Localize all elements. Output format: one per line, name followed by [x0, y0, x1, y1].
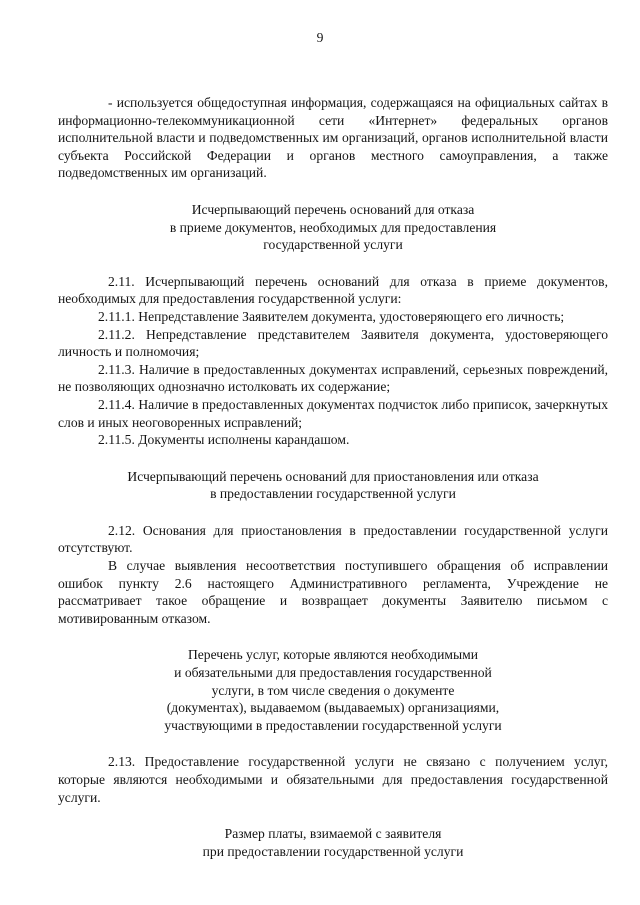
list-item-2-11-4: 2.11.4. Наличие в предоставленных документах подчисток либо приписок, зачеркнутых слов и иных неоговоренных исправлений; [58, 396, 608, 430]
heading-fee [58, 825, 608, 860]
section-2-12 [58, 522, 608, 628]
section-2-12-para-1: 2.12. Основания для приостановления в предоставлении государственной услуги отсутствуют. [58, 522, 608, 556]
heading-line: Исчерпывающий перечень оснований для приостановления или отказа [127, 468, 539, 484]
intro-paragraph: - используется общедоступная информация, содержащаяся на официальных сайтах в информационно-телекоммуникационной сети «Интернет» федеральных органов исполнительной власти и подведомственных им организаций, органов исполнительной власти субъекта Российской Федерации и органов местного самоуправления, а также подведомственных им организаций. [58, 95, 608, 181]
page-number: 9 [316, 30, 324, 45]
heading-line: в предоставлении государственной услуги [210, 486, 456, 502]
section-2-11 [58, 273, 608, 449]
list-item-2-11-5: 2.11.5. Документы исполнены карандашом. [98, 432, 350, 448]
document-body [58, 94, 608, 860]
heading-line: при предоставлении государственной услуги [202, 843, 464, 859]
heading-line: и обязательными для предоставления государственной [174, 665, 492, 681]
section-2-11-intro: 2.11. Исчерпывающий перечень оснований для отказа в приеме документов, необходимых для предоставления государственной услуги: [58, 273, 608, 307]
heading-line: услуги, в том числе сведения о документе [211, 682, 455, 698]
section-2-13-para: 2.13. Предоставление государственной услуги не связано с получением услуг, которые являются необходимыми и обязательными для предоставления государственной услуги. [58, 754, 608, 805]
heading-refusal-grounds [58, 201, 608, 254]
heading-line: Исчерпывающий перечень оснований для отказа [191, 201, 475, 217]
list-item-2-11-3: 2.11.3. Наличие в предоставленных документах исправлений, серьезных повреждений, не позволяющих однозначно истолковать их содержание; [58, 361, 608, 395]
heading-required-services [58, 646, 608, 734]
heading-suspension-grounds [58, 468, 608, 503]
heading-line: государственной услуги [263, 237, 403, 253]
section-2-13 [58, 753, 608, 806]
heading-line: Размер платы, взимаемой с заявителя [224, 826, 442, 842]
heading-line: в приеме документов, необходимых для предоставления [169, 219, 497, 235]
heading-line: участвующими в предоставлении государственной услуги [164, 717, 502, 733]
section-2-12-para-2: В случае выявления несоответствия поступившего обращения об исправлении ошибок пункту 2.6 настоящего Административного регламента, Учреждение не рассматривает такое обращение и возвращает документы Заявителю письмом с мотивированным отказом. [58, 558, 608, 626]
heading-line: (документах), выдаваемом (выдаваемых) организациями, [166, 700, 500, 716]
list-item-2-11-2: 2.11.2. Непредставление представителем Заявителя документа, удостоверяющего личность и полномочия; [58, 326, 608, 360]
list-item-2-11-1: 2.11.1. Непредставление Заявителем документа, удостоверяющего его личность; [98, 308, 565, 324]
heading-line: Перечень услуг, которые являются необходимыми [187, 647, 479, 663]
